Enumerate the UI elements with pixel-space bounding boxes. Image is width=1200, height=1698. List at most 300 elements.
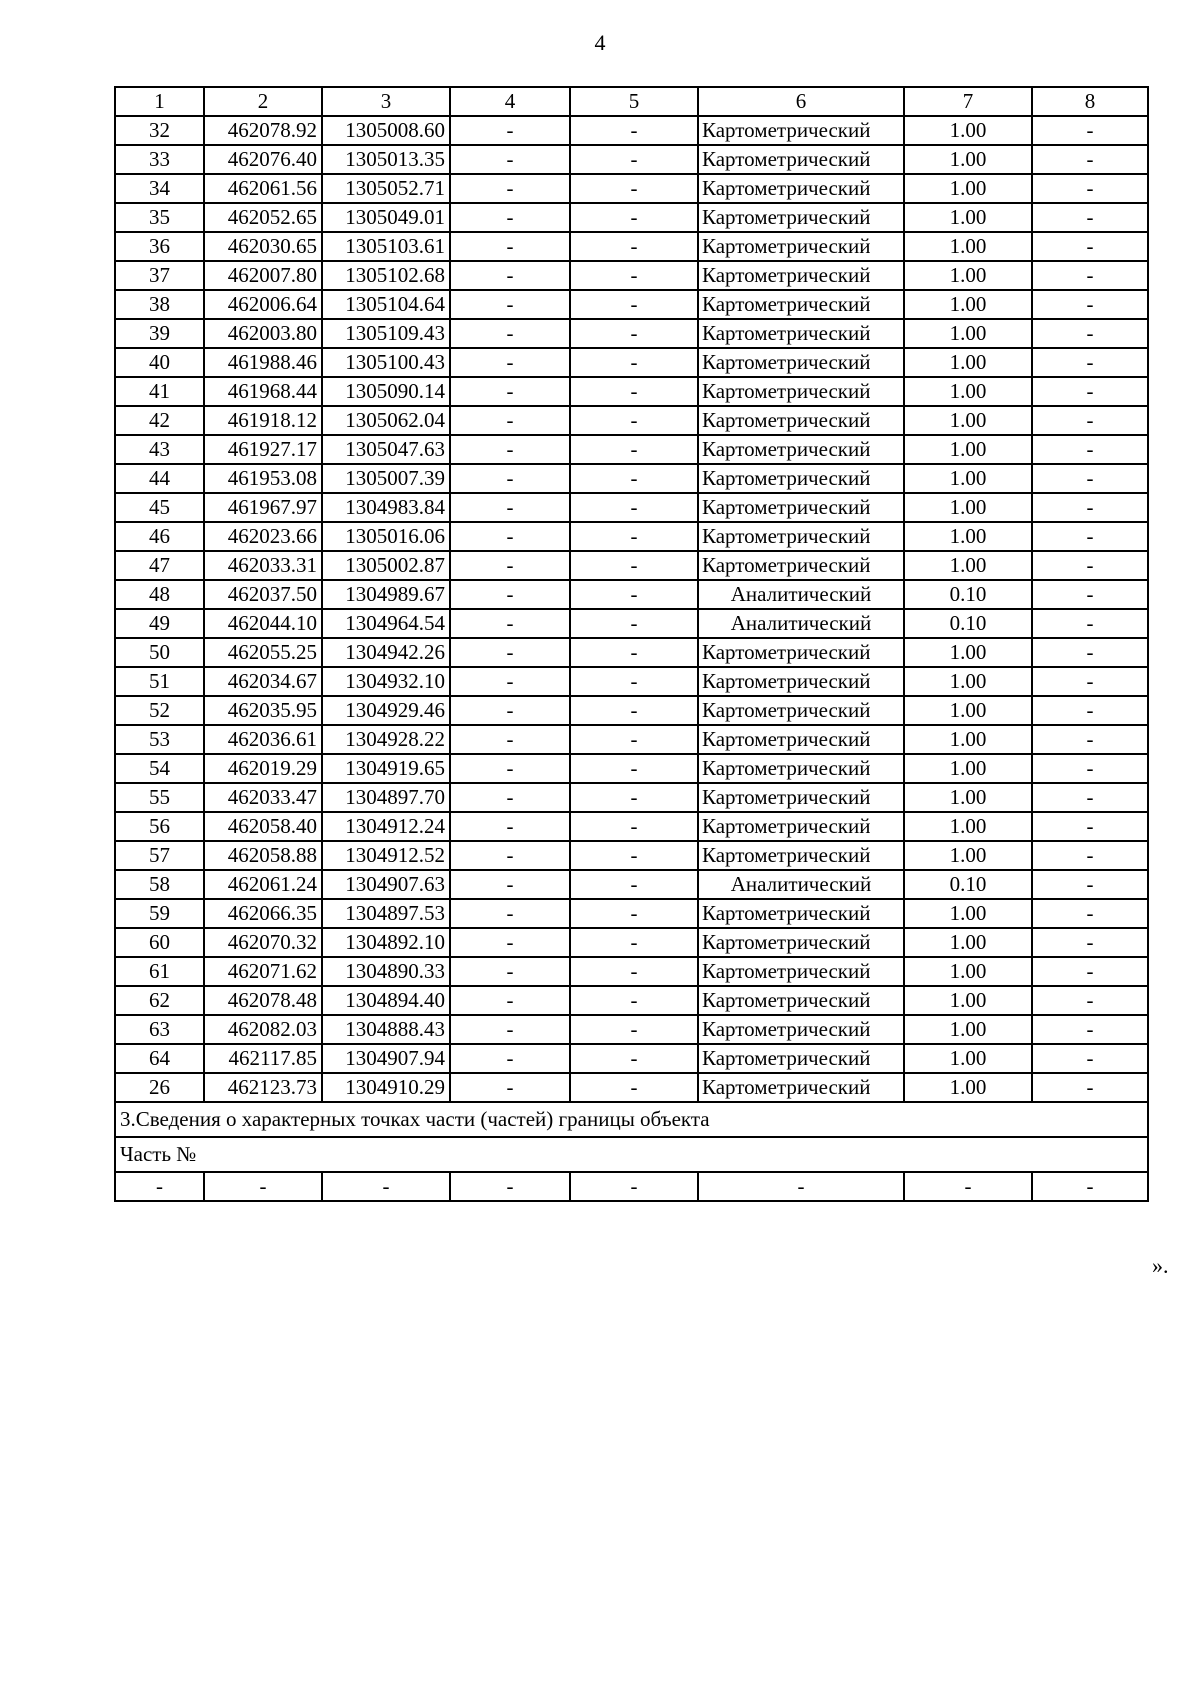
table-cell: Картометрический <box>698 261 904 290</box>
table-cell: Картометрический <box>698 348 904 377</box>
table-cell: Картометрический <box>698 551 904 580</box>
table-cell: 462034.67 <box>204 667 322 696</box>
table-cell: 1305047.63 <box>322 435 450 464</box>
table-cell: - <box>570 1044 698 1073</box>
table-row <box>115 319 1148 348</box>
table-cell: 1.00 <box>904 1044 1032 1073</box>
table-cell: Аналитический <box>698 870 904 899</box>
table-cell: 1305090.14 <box>322 377 450 406</box>
table-cell: - <box>450 638 570 667</box>
table-cell: 1.00 <box>904 957 1032 986</box>
table-cell: Картометрический <box>698 435 904 464</box>
table-cell: - <box>1032 435 1148 464</box>
table-cell: 1.00 <box>904 928 1032 957</box>
table-cell: 1.00 <box>904 754 1032 783</box>
table-cell: - <box>450 232 570 261</box>
table-row <box>115 1044 1148 1073</box>
table-cell: 461953.08 <box>204 464 322 493</box>
table-cell: 1.00 <box>904 232 1032 261</box>
table-cell: 1.00 <box>904 145 1032 174</box>
table-cell: 44 <box>115 464 204 493</box>
table-cell: 461967.97 <box>204 493 322 522</box>
table-cell: 1304929.46 <box>322 696 450 725</box>
table-cell: 64 <box>115 1044 204 1073</box>
table-cell: - <box>450 551 570 580</box>
table-row <box>115 435 1148 464</box>
table-cell: - <box>570 174 698 203</box>
table-row <box>115 928 1148 957</box>
table-cell: 462078.92 <box>204 116 322 145</box>
table-cell: 33 <box>115 145 204 174</box>
table-cell: 40 <box>115 348 204 377</box>
table-cell: 462076.40 <box>204 145 322 174</box>
table-cell: Картометрический <box>698 638 904 667</box>
table-cell: - <box>450 580 570 609</box>
table-row <box>115 783 1148 812</box>
table-row <box>115 609 1148 638</box>
table-cell: 1304907.94 <box>322 1044 450 1073</box>
table-cell: - <box>570 348 698 377</box>
table-cell: 37 <box>115 261 204 290</box>
table-cell: - <box>1032 812 1148 841</box>
table-cell: 462061.24 <box>204 870 322 899</box>
table-row <box>115 551 1148 580</box>
table-row <box>115 116 1148 145</box>
table-cell: - <box>1032 551 1148 580</box>
table-cell: 59 <box>115 899 204 928</box>
table-cell: - <box>1032 1172 1148 1201</box>
table-cell: Аналитический <box>698 609 904 638</box>
table-cell: - <box>450 783 570 812</box>
table-cell: - <box>570 986 698 1015</box>
table-cell: 1304897.70 <box>322 783 450 812</box>
table-cell: - <box>570 609 698 638</box>
table-cell: - <box>450 435 570 464</box>
table-cell: 462030.65 <box>204 232 322 261</box>
table-cell: - <box>450 899 570 928</box>
table-cell: - <box>450 696 570 725</box>
table-row <box>115 667 1148 696</box>
table-cell: Картометрический <box>698 667 904 696</box>
table-row <box>115 580 1148 609</box>
table-cell: - <box>1032 377 1148 406</box>
table-row <box>115 261 1148 290</box>
table-cell: - <box>570 580 698 609</box>
table-cell: - <box>904 1172 1032 1201</box>
table-cell: 1.00 <box>904 116 1032 145</box>
table-cell: - <box>204 1172 322 1201</box>
table-cell: 462061.56 <box>204 174 322 203</box>
table-cell: - <box>450 493 570 522</box>
table-cell: - <box>450 174 570 203</box>
table-cell: 41 <box>115 377 204 406</box>
table-cell: 462058.88 <box>204 841 322 870</box>
table-cell: 461927.17 <box>204 435 322 464</box>
table-cell: 43 <box>115 435 204 464</box>
table-cell: - <box>570 783 698 812</box>
table-row <box>115 638 1148 667</box>
table-cell: 1304892.10 <box>322 928 450 957</box>
table-cell: - <box>570 696 698 725</box>
table-cell: - <box>1032 203 1148 232</box>
table-cell: - <box>1032 928 1148 957</box>
table-cell: 1.00 <box>904 522 1032 551</box>
table-cell: 58 <box>115 870 204 899</box>
table-cell: Картометрический <box>698 957 904 986</box>
column-header: 3 <box>322 87 450 116</box>
table-cell: - <box>450 667 570 696</box>
section-title-row <box>115 1102 1148 1137</box>
table-cell: Картометрический <box>698 406 904 435</box>
table-cell: - <box>570 232 698 261</box>
table-cell: - <box>570 464 698 493</box>
table-cell: - <box>570 522 698 551</box>
table-cell: - <box>1032 754 1148 783</box>
table-cell: - <box>1032 493 1148 522</box>
table-cell: 1304928.22 <box>322 725 450 754</box>
table-cell: 1304919.65 <box>322 754 450 783</box>
table-cell: 1305103.61 <box>322 232 450 261</box>
table-cell: 1.00 <box>904 986 1032 1015</box>
table-row <box>115 290 1148 319</box>
table-cell: 1.00 <box>904 348 1032 377</box>
table-cell: 462070.32 <box>204 928 322 957</box>
section-title: 3.Сведения о характерных точках части (частей) границы объекта <box>115 1102 1148 1137</box>
table-cell: - <box>450 1073 570 1102</box>
table-cell: 1.00 <box>904 174 1032 203</box>
table-cell: - <box>1032 696 1148 725</box>
table-cell: 1305008.60 <box>322 116 450 145</box>
table-cell: - <box>450 522 570 551</box>
table-cell: 462036.61 <box>204 725 322 754</box>
table-row <box>115 754 1148 783</box>
table-cell: - <box>570 319 698 348</box>
table-cell: - <box>1032 841 1148 870</box>
table-cell: 1.00 <box>904 638 1032 667</box>
table-cell: Картометрический <box>698 1044 904 1073</box>
table-cell: 35 <box>115 203 204 232</box>
table-cell: 38 <box>115 290 204 319</box>
table-cell: 56 <box>115 812 204 841</box>
table-cell: Аналитический <box>698 580 904 609</box>
table-cell: - <box>698 1172 904 1201</box>
table-cell: - <box>1032 174 1148 203</box>
table-cell: - <box>1032 638 1148 667</box>
table-cell: - <box>450 1044 570 1073</box>
table-cell: - <box>450 928 570 957</box>
table-cell: 46 <box>115 522 204 551</box>
table-cell: 62 <box>115 986 204 1015</box>
table-cell: Картометрический <box>698 812 904 841</box>
column-header: 6 <box>698 87 904 116</box>
table-row <box>115 957 1148 986</box>
table-cell: - <box>570 261 698 290</box>
column-header: 1 <box>115 87 204 116</box>
table-cell: 462006.64 <box>204 290 322 319</box>
table-cell: 54 <box>115 754 204 783</box>
table-cell: - <box>450 841 570 870</box>
coordinates-table <box>114 86 1149 1202</box>
table-cell: 1305102.68 <box>322 261 450 290</box>
table-row <box>115 1172 1148 1201</box>
table-cell: - <box>1032 116 1148 145</box>
table-cell: 1304942.26 <box>322 638 450 667</box>
table-row <box>115 986 1148 1015</box>
table-cell: - <box>1032 290 1148 319</box>
table-cell: - <box>570 1015 698 1044</box>
table-cell: - <box>570 116 698 145</box>
table-cell: Картометрический <box>698 754 904 783</box>
table-row <box>115 522 1148 551</box>
table-cell: - <box>450 203 570 232</box>
table-cell: - <box>570 145 698 174</box>
table-cell: Картометрический <box>698 232 904 261</box>
table-row <box>115 725 1148 754</box>
table-row <box>115 1073 1148 1102</box>
table-cell: 0.10 <box>904 870 1032 899</box>
table-cell: - <box>450 957 570 986</box>
table-cell: 1305007.39 <box>322 464 450 493</box>
table-cell: 1305062.04 <box>322 406 450 435</box>
table-cell: 1304912.52 <box>322 841 450 870</box>
table-cell: 462035.95 <box>204 696 322 725</box>
table-cell: 26 <box>115 1073 204 1102</box>
table-cell: - <box>1032 609 1148 638</box>
table-cell: 1.00 <box>904 261 1032 290</box>
table-cell: - <box>570 667 698 696</box>
table-cell: 1.00 <box>904 377 1032 406</box>
table-cell: - <box>450 609 570 638</box>
table-cell: 462123.73 <box>204 1073 322 1102</box>
table-cell: 1305016.06 <box>322 522 450 551</box>
column-header: 4 <box>450 87 570 116</box>
table-cell: 1.00 <box>904 1073 1032 1102</box>
table-cell: - <box>115 1172 204 1201</box>
table-cell: - <box>1032 899 1148 928</box>
table-cell: Картометрический <box>698 783 904 812</box>
table-cell: Картометрический <box>698 1073 904 1102</box>
column-header: 5 <box>570 87 698 116</box>
table-cell: 462058.40 <box>204 812 322 841</box>
table-row <box>115 841 1148 870</box>
table-cell: 462019.29 <box>204 754 322 783</box>
table-cell: 55 <box>115 783 204 812</box>
table-cell: 461988.46 <box>204 348 322 377</box>
table-cell: - <box>570 406 698 435</box>
table-cell: 1305049.01 <box>322 203 450 232</box>
table-cell: 39 <box>115 319 204 348</box>
table-cell: 462003.80 <box>204 319 322 348</box>
table-cell: 1305100.43 <box>322 348 450 377</box>
table-cell: Картометрический <box>698 174 904 203</box>
table-cell: 1304989.67 <box>322 580 450 609</box>
table-cell: Картометрический <box>698 696 904 725</box>
table-cell: 1304894.40 <box>322 986 450 1015</box>
table-cell: Картометрический <box>698 116 904 145</box>
table-cell: 462033.31 <box>204 551 322 580</box>
table-cell: 1.00 <box>904 812 1032 841</box>
table-row <box>115 870 1148 899</box>
table-cell: - <box>1032 406 1148 435</box>
table-cell: 1305109.43 <box>322 319 450 348</box>
table-cell: - <box>570 290 698 319</box>
closing-quote: ». <box>1152 1253 1169 1278</box>
table-row <box>115 1015 1148 1044</box>
table-cell: - <box>1032 783 1148 812</box>
table-cell: Картометрический <box>698 899 904 928</box>
table-cell: 462044.10 <box>204 609 322 638</box>
table-cell: - <box>1032 870 1148 899</box>
table-cell: - <box>1032 232 1148 261</box>
table-cell: 462071.62 <box>204 957 322 986</box>
table-cell: 462055.25 <box>204 638 322 667</box>
table-cell: - <box>570 957 698 986</box>
table-cell: 1304907.63 <box>322 870 450 899</box>
table-row <box>115 899 1148 928</box>
table-cell: 0.10 <box>904 580 1032 609</box>
table-cell: - <box>570 928 698 957</box>
table-cell: - <box>1032 667 1148 696</box>
table-cell: - <box>450 870 570 899</box>
table-cell: 1305002.87 <box>322 551 450 580</box>
table-cell: 1.00 <box>904 841 1032 870</box>
page-number: 4 <box>594 30 606 55</box>
table-cell: 1.00 <box>904 290 1032 319</box>
table-cell: Картометрический <box>698 1015 904 1044</box>
table-cell: - <box>450 754 570 783</box>
part-label: Часть № <box>115 1137 1148 1172</box>
table-cell: - <box>450 290 570 319</box>
table-cell: - <box>450 319 570 348</box>
table-cell: 1304890.33 <box>322 957 450 986</box>
table-cell: - <box>322 1172 450 1201</box>
table-cell: Картометрический <box>698 522 904 551</box>
table-row <box>115 203 1148 232</box>
table-cell: - <box>450 812 570 841</box>
table-cell: - <box>1032 1073 1148 1102</box>
table-cell: 53 <box>115 725 204 754</box>
table-cell: 462007.80 <box>204 261 322 290</box>
table-cell: Картометрический <box>698 290 904 319</box>
table-row <box>115 145 1148 174</box>
table-row <box>115 232 1148 261</box>
table-row <box>115 812 1148 841</box>
table-cell: - <box>570 1172 698 1201</box>
column-header: 7 <box>904 87 1032 116</box>
table-cell: 462052.65 <box>204 203 322 232</box>
table-cell: 461968.44 <box>204 377 322 406</box>
table-cell: - <box>450 145 570 174</box>
table-cell: - <box>570 841 698 870</box>
table-cell: - <box>1032 1015 1148 1044</box>
table-cell: - <box>1032 261 1148 290</box>
table-cell: Картометрический <box>698 986 904 1015</box>
table-cell: 50 <box>115 638 204 667</box>
table-cell: 1305052.71 <box>322 174 450 203</box>
table-cell: - <box>1032 725 1148 754</box>
table-cell: 45 <box>115 493 204 522</box>
table-cell: Картометрический <box>698 493 904 522</box>
table-row <box>115 464 1148 493</box>
table-cell: 1.00 <box>904 493 1032 522</box>
table-cell: 462082.03 <box>204 1015 322 1044</box>
table-cell: 1.00 <box>904 1015 1032 1044</box>
table-header-row <box>115 87 1148 116</box>
table-cell: - <box>570 493 698 522</box>
table-cell: - <box>1032 580 1148 609</box>
table-cell: 461918.12 <box>204 406 322 435</box>
table-cell: Картометрический <box>698 145 904 174</box>
table-cell: Картометрический <box>698 725 904 754</box>
table-cell: 1304932.10 <box>322 667 450 696</box>
table-cell: 462117.85 <box>204 1044 322 1073</box>
table-cell: 1304912.24 <box>322 812 450 841</box>
table-cell: 1304910.29 <box>322 1073 450 1102</box>
table-cell: - <box>1032 319 1148 348</box>
part-label-row <box>115 1137 1148 1172</box>
table-cell: Картометрический <box>698 928 904 957</box>
table-cell: 61 <box>115 957 204 986</box>
table-cell: 1304888.43 <box>322 1015 450 1044</box>
table-cell: 462023.66 <box>204 522 322 551</box>
table-cell: - <box>570 638 698 667</box>
column-header: 8 <box>1032 87 1148 116</box>
table-cell: - <box>450 986 570 1015</box>
table-cell: - <box>1032 348 1148 377</box>
table-cell: - <box>570 203 698 232</box>
table-cell: 0.10 <box>904 609 1032 638</box>
table-cell: - <box>450 406 570 435</box>
table-cell: - <box>570 377 698 406</box>
table-cell: 462033.47 <box>204 783 322 812</box>
table-cell: 1.00 <box>904 319 1032 348</box>
table-cell: - <box>570 1073 698 1102</box>
table-cell: - <box>450 377 570 406</box>
table-cell: - <box>450 1172 570 1201</box>
table-cell: 36 <box>115 232 204 261</box>
table-cell: 1.00 <box>904 725 1032 754</box>
table-cell: - <box>1032 986 1148 1015</box>
table-cell: - <box>570 870 698 899</box>
table-row <box>115 406 1148 435</box>
table-cell: - <box>450 725 570 754</box>
table-cell: 52 <box>115 696 204 725</box>
table-cell: 462037.50 <box>204 580 322 609</box>
table-cell: 1.00 <box>904 667 1032 696</box>
table-cell: 60 <box>115 928 204 957</box>
table-cell: 47 <box>115 551 204 580</box>
table-cell: 1.00 <box>904 464 1032 493</box>
table-cell: Картометрический <box>698 841 904 870</box>
table-cell: - <box>1032 145 1148 174</box>
table-cell: Картометрический <box>698 377 904 406</box>
table-cell: 1304897.53 <box>322 899 450 928</box>
table-cell: - <box>570 725 698 754</box>
table-cell: Картометрический <box>698 464 904 493</box>
table-cell: 49 <box>115 609 204 638</box>
table-cell: 51 <box>115 667 204 696</box>
column-header: 2 <box>204 87 322 116</box>
table-cell: 42 <box>115 406 204 435</box>
table-cell: 1.00 <box>904 899 1032 928</box>
table-cell: 48 <box>115 580 204 609</box>
table-cell: 1.00 <box>904 551 1032 580</box>
table-cell: Картометрический <box>698 319 904 348</box>
table-cell: - <box>570 435 698 464</box>
table-row <box>115 377 1148 406</box>
table-cell: - <box>570 812 698 841</box>
table-cell: - <box>570 899 698 928</box>
